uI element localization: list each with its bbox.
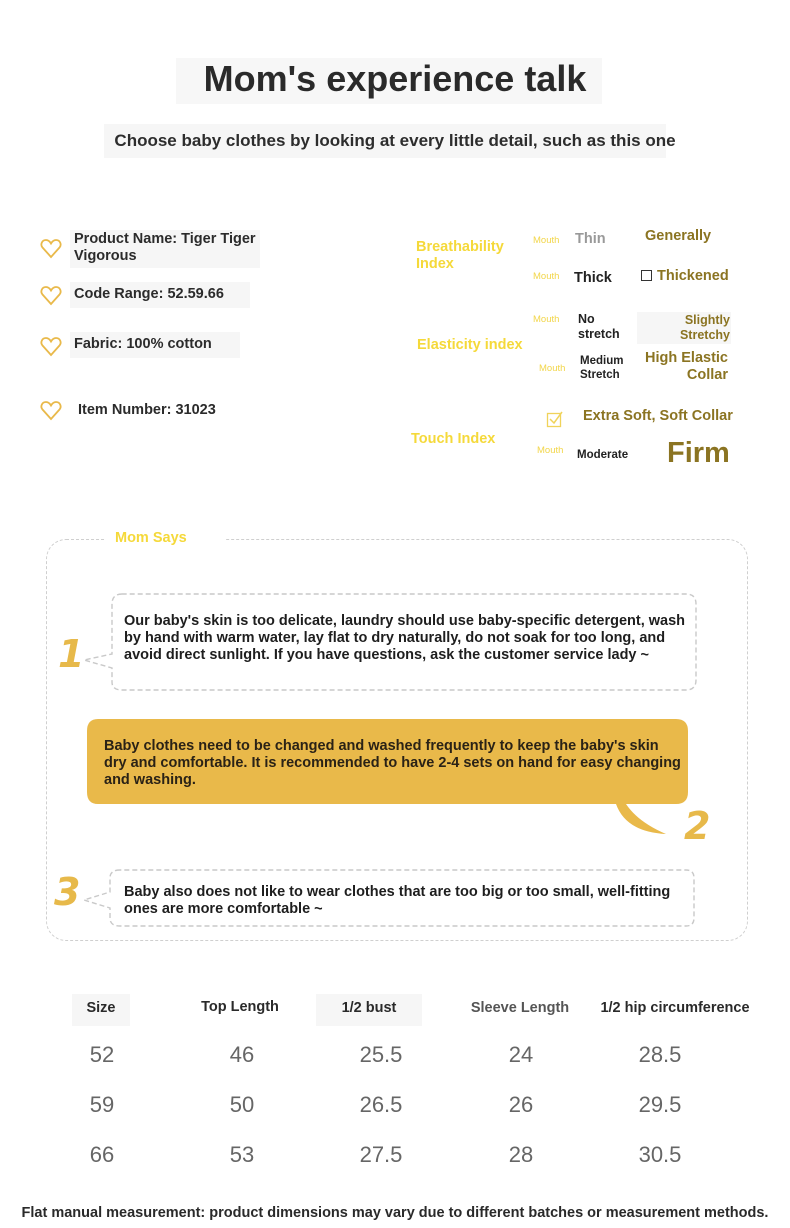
page-title: Mom's experience talk bbox=[203, 58, 587, 99]
option-thickened: Thickened bbox=[657, 268, 729, 284]
option-slightly-stretchy: Slightly Stretchy bbox=[679, 313, 730, 342]
checkbox-icon bbox=[641, 270, 652, 281]
option-generally: Generally bbox=[645, 228, 712, 244]
table-cell: 52 bbox=[89, 1042, 115, 1067]
option-firm: Firm bbox=[667, 437, 730, 469]
option-thick: Thick bbox=[574, 270, 612, 286]
mouth-label: Mouth bbox=[533, 235, 560, 246]
table-cell: 46 bbox=[229, 1042, 255, 1067]
table-cell: 30.5 bbox=[638, 1142, 682, 1167]
table-cell: 28 bbox=[508, 1142, 534, 1167]
touch-index-label: Touch Index bbox=[411, 431, 496, 447]
table-cell: 24 bbox=[508, 1042, 534, 1067]
checked-box-icon bbox=[546, 410, 564, 428]
table-cell: 26.5 bbox=[359, 1092, 403, 1117]
mouth-label: Mouth bbox=[533, 271, 560, 282]
table-header-size: Size bbox=[86, 1000, 116, 1016]
heart-icon bbox=[39, 398, 63, 422]
mouth-label: Mouth bbox=[533, 314, 560, 325]
elasticity-index-label: Elasticity index bbox=[417, 337, 523, 353]
table-cell: 29.5 bbox=[638, 1092, 682, 1117]
heart-icon bbox=[39, 236, 63, 260]
table-cell: 26 bbox=[508, 1092, 534, 1117]
mom-says-title: Mom Says bbox=[115, 530, 187, 546]
table-cell: 25.5 bbox=[359, 1042, 403, 1067]
fabric-text: Fabric: 100% cotton bbox=[74, 336, 212, 352]
table-cell: 27.5 bbox=[359, 1142, 403, 1167]
table-cell: 59 bbox=[89, 1092, 115, 1117]
heart-icon bbox=[39, 334, 63, 358]
tip-1-text: Our baby's skin is too delicate, laundry should use baby-specific detergent, wash by hand with warm water, lay flat to dry naturally, do not soak for too long, and avoid direct sunlight. If you have questions, ask the customer service lady ~ bbox=[124, 613, 686, 663]
tip-3-text: Baby also does not like to wear clothes that are too big or too small, well-fitting ones are more comfortable ~ bbox=[124, 884, 671, 917]
option-moderate: Moderate bbox=[577, 449, 629, 461]
option-medium-stretch: Medium Stretch bbox=[580, 355, 624, 381]
table-header-sleeve-length: Sleeve Length bbox=[470, 1000, 570, 1016]
table-cell: 53 bbox=[229, 1142, 255, 1167]
option-high-elastic-collar: High Elastic Collar bbox=[645, 350, 728, 383]
table-cell: 50 bbox=[229, 1092, 255, 1117]
tip-number: 2 bbox=[684, 804, 711, 848]
option-thin: Thin bbox=[575, 231, 606, 247]
table-cell: 66 bbox=[89, 1142, 115, 1167]
table-cell: 28.5 bbox=[638, 1042, 682, 1067]
tip-2-text: Baby clothes need to be changed and washed frequently to keep the baby's skin dry and comfortable. It is recommended to have 2-4 sets on hand for easy changing and washing. bbox=[104, 738, 681, 788]
table-header-half-hip: 1/2 hip circumference bbox=[600, 1000, 750, 1016]
page-subtitle: Choose baby clothes by looking at every little detail, such as this one bbox=[114, 131, 676, 150]
product-name-text: Product Name: Tiger Tiger Vigorous bbox=[74, 231, 256, 264]
option-no-stretch: No stretch bbox=[578, 312, 620, 341]
tip-number: 3 bbox=[54, 870, 81, 914]
mouth-label: Mouth bbox=[539, 363, 566, 374]
item-number-text: Item Number: 31023 bbox=[78, 402, 216, 418]
mouth-label: Mouth bbox=[537, 445, 564, 456]
breathability-index-label: Breathability Index bbox=[416, 239, 504, 272]
code-range-text: Code Range: 52.59.66 bbox=[74, 286, 224, 302]
heart-icon bbox=[39, 283, 63, 307]
table-header-half-bust: 1/2 bust bbox=[341, 1000, 397, 1016]
tip-number: 1 bbox=[58, 632, 85, 676]
measurement-note: Flat manual measurement: product dimensions may vary due to different batches or measurement methods. bbox=[21, 1205, 769, 1221]
table-header-top-length: Top Length bbox=[201, 999, 279, 1015]
option-extra-soft: Extra Soft, Soft Collar bbox=[583, 408, 733, 424]
